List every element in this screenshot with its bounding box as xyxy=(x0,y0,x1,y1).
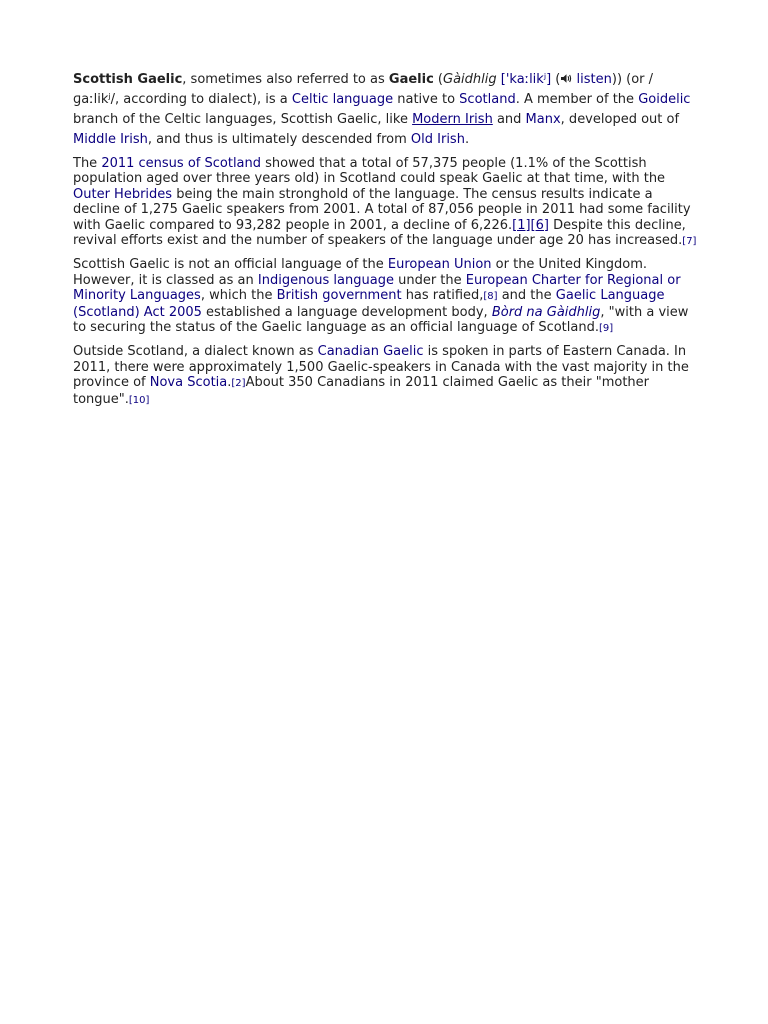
text: under the xyxy=(393,272,466,288)
link-outer-hebrides[interactable]: Outer Hebrides xyxy=(73,186,173,202)
link-modern-irish[interactable]: Modern Irish xyxy=(412,112,493,127)
alt-name-term: Gaelic xyxy=(388,72,434,87)
link-scotland[interactable]: Scotland xyxy=(459,92,516,107)
link-gaelic-language-act[interactable]: Gaelic Language (Scotland) Act 2005 xyxy=(73,288,665,320)
text: being the main stronghold of the language. The census results indicate a decline of 1,275 Gaelic speakers from 2001. A total of 87,056 people in 2011 had some facility with Gaelic compared to 93,282 people in 2001, a decline of 6,226. xyxy=(73,186,691,233)
text: showed that a total of 57,375 people (1.1% of the Scottish population aged over three years old) in Scotland could speak Gaelic at that time, with the xyxy=(73,156,666,187)
link-old-irish[interactable]: Old Irish xyxy=(410,132,465,147)
paragraph-intro xyxy=(73,70,698,150)
text: . xyxy=(227,375,232,391)
citation-7[interactable]: [7] xyxy=(682,236,697,248)
link-bord-na-gaidhlig[interactable] xyxy=(492,305,601,320)
text: branch of the Celtic languages, Scottish Gaelic, like xyxy=(73,112,413,127)
text: Outside Scotland, a dialect known as xyxy=(73,344,318,360)
link-census-2011[interactable]: 2011 census of Scotland xyxy=(101,156,262,171)
link-celtic-language[interactable]: Celtic language xyxy=(291,92,394,107)
text: , and thus is ultimately descended from xyxy=(147,132,411,147)
listen-link[interactable]: listen xyxy=(576,72,612,87)
citation-1-6[interactable]: [1][6] xyxy=(512,217,549,233)
link-european-union[interactable]: European Union xyxy=(387,257,492,273)
citation-8[interactable]: [8] xyxy=(483,291,498,303)
text: , developed out of xyxy=(560,112,680,127)
link-middle-irish[interactable]: Middle Irish xyxy=(73,132,148,147)
article-body xyxy=(73,70,698,408)
text: Scottish Gaelic is not an official language of the xyxy=(73,257,388,273)
text: . A member of the xyxy=(515,92,639,107)
native-name: Gàidhlig xyxy=(443,72,497,87)
text: and the xyxy=(497,288,556,304)
paragraph-census xyxy=(73,156,698,249)
link-british-government[interactable]: British government xyxy=(276,288,402,304)
text: or the United Kingdom. However, it is classed as an xyxy=(73,257,648,288)
subject-term: Scottish Gaelic xyxy=(73,72,183,87)
text: established a language development body, xyxy=(201,304,492,320)
text: ( xyxy=(433,72,444,87)
link-goidelic[interactable]: Goidelic xyxy=(638,92,691,107)
text: )) (or /ɡaːlikʲ/, according to dialect), is a xyxy=(73,72,654,107)
text: Despite this decline, revival efforts exist and the number of speakers of the language under age 20 has increased. xyxy=(73,217,686,249)
text: is spoken in parts of Eastern Canada. In 2011, there were approximately 1,500 Gaelic-speakers in Canada with the vast majority in the province of xyxy=(73,344,689,391)
text: and xyxy=(492,112,526,127)
bord-na-gaidhlig-text: Bòrd na Gàidhlig xyxy=(491,304,601,320)
link-canadian-gaelic[interactable]: Canadian Gaelic xyxy=(317,344,424,360)
text: About 350 Canadians in 2011 claimed Gaelic as their "mother tongue". xyxy=(73,375,649,407)
text: , which the xyxy=(200,288,277,304)
text: ( xyxy=(551,72,561,87)
link-european-charter[interactable]: European Charter for Regional or Minority Languages xyxy=(73,272,681,304)
text: , sometimes also referred to as xyxy=(182,72,389,87)
text: , "with a view to securing the status of the Gaelic language as an official language of Scotland. xyxy=(73,304,689,336)
link-indigenous-language[interactable]: Indigenous language xyxy=(257,272,394,288)
ipa-link[interactable]: ['kaːlikʲ] xyxy=(500,72,552,87)
link-manx[interactable]: Manx xyxy=(525,112,561,127)
paragraph-canada xyxy=(73,344,698,408)
link-nova-scotia[interactable]: Nova Scotia xyxy=(149,375,228,391)
speaker-icon[interactable] xyxy=(560,71,572,82)
citation-9[interactable]: [9] xyxy=(598,323,614,335)
text: . xyxy=(464,132,470,147)
paragraph-status xyxy=(73,257,698,336)
citation-10[interactable]: [10] xyxy=(128,394,150,406)
citation-2[interactable]: [2] xyxy=(231,378,246,390)
text: native to xyxy=(393,92,460,107)
text: has ratified, xyxy=(401,288,484,304)
text: The xyxy=(73,156,102,171)
